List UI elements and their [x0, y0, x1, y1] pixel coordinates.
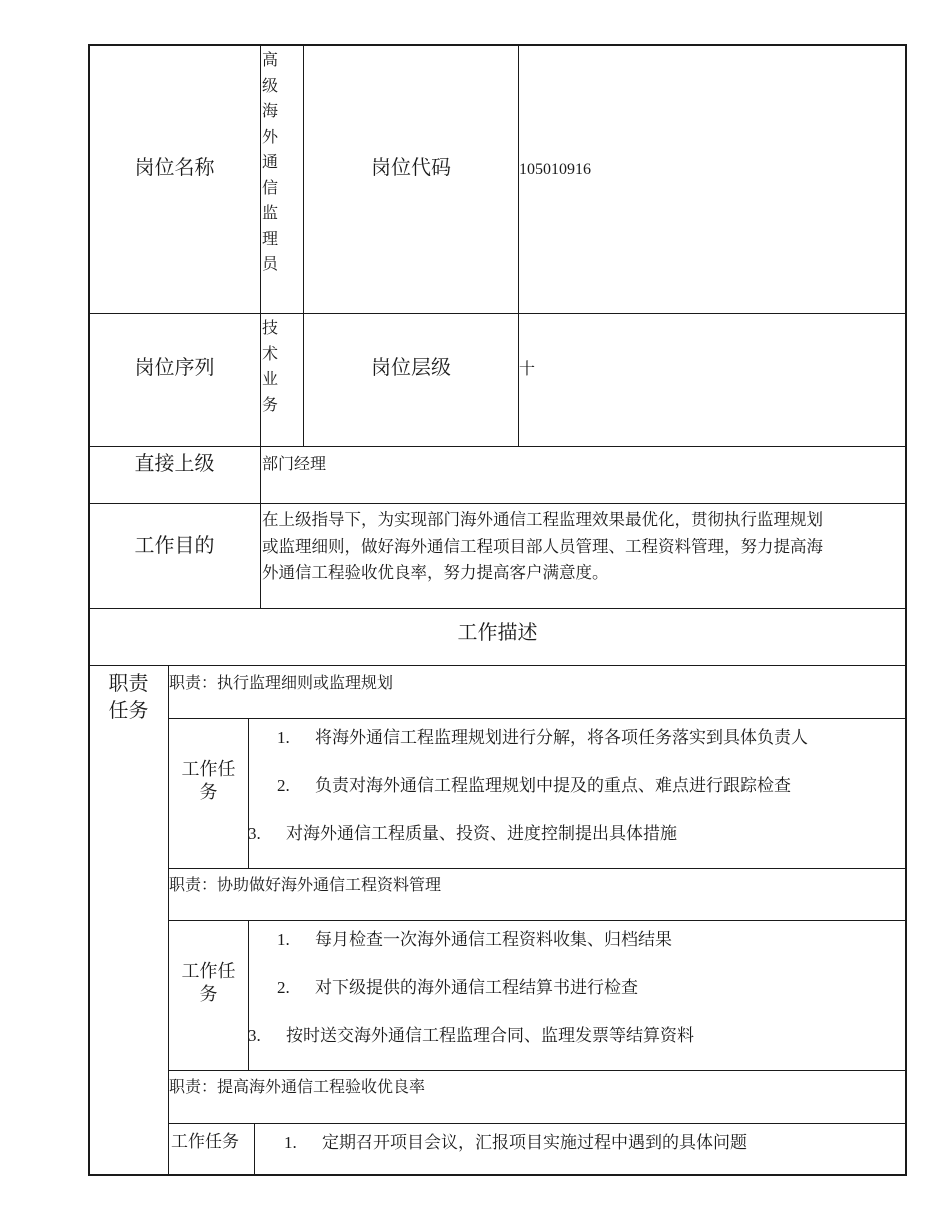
position-series-label: 岗位序列	[134, 357, 215, 379]
task-label-line: 工作任	[181, 759, 236, 779]
row-divider	[88, 665, 907, 666]
purpose-line: 或监理细则，做好海外通信工程项目部人员管理、工程资料管理，努力提高海	[262, 536, 823, 556]
task-label-line: 务	[199, 984, 218, 1005]
supervisor-value: 部门经理	[262, 456, 327, 473]
table-border-right	[905, 44, 907, 1176]
row-divider	[88, 608, 907, 609]
task-label	[169, 960, 248, 1007]
duty-title: 职责：协助做好海外通信工程资料管理	[169, 877, 442, 894]
task-item	[277, 973, 638, 998]
task-text: 将海外通信工程监理规划进行分解，将各项任务落实到具体负责人	[315, 728, 808, 747]
col-divider	[254, 1123, 255, 1175]
task-text: 按时送交海外通信工程监理合同、监理发票等结算资料	[286, 1026, 694, 1045]
row-divider	[168, 920, 907, 921]
purpose-label: 工作目的	[134, 535, 215, 557]
col-divider	[248, 920, 249, 1071]
task-item	[277, 723, 808, 748]
purpose-line: 在上级指导下，为实现部门海外通信工程监理效果最优化，贯彻执行监理规划	[262, 510, 823, 529]
task-text: 负责对海外通信工程监理规划中提及的重点、难点进行跟踪检查	[315, 776, 791, 795]
duty-title: 职责：提高海外通信工程验收优良率	[169, 1079, 426, 1096]
task-number: 1.	[277, 930, 290, 949]
row-divider	[168, 718, 907, 719]
task-text: 对下级提供的海外通信工程结算书进行检查	[315, 978, 638, 997]
purpose-line: 外通信工程验收优良率，努力提高客户满意度。	[262, 563, 609, 582]
col-divider	[248, 718, 249, 869]
task-label-line: 务	[199, 782, 218, 803]
row-divider	[88, 446, 907, 447]
supervisor-label: 直接上级	[134, 453, 215, 475]
row-divider	[168, 1123, 907, 1124]
duty-title: 职责：执行监理细则或监理规划	[169, 675, 394, 692]
table-border-top	[88, 44, 907, 46]
row-divider	[168, 1070, 907, 1071]
position-code-label: 岗位代码	[371, 157, 451, 179]
purpose-text	[262, 507, 904, 587]
task-number: 2.	[277, 776, 290, 795]
task-number: 3.	[248, 824, 261, 843]
task-item	[277, 771, 791, 796]
task-label: 工作任务	[171, 1132, 239, 1151]
col-divider	[303, 44, 304, 447]
task-number: 1.	[277, 728, 290, 747]
position-level-value: 十	[519, 361, 536, 378]
task-item	[284, 1128, 747, 1153]
task-number: 3.	[248, 1026, 261, 1045]
row-divider	[168, 868, 907, 869]
position-code-value: 105010916	[519, 161, 591, 178]
task-item	[248, 1021, 694, 1046]
col-divider	[260, 44, 261, 609]
task-text: 定期召开项目会议，汇报项目实施过程中遇到的具体问题	[322, 1133, 747, 1152]
col-divider	[518, 44, 519, 447]
duties-label	[89, 671, 168, 725]
task-number: 1.	[284, 1133, 297, 1152]
row-divider	[88, 503, 907, 504]
task-item	[277, 925, 672, 950]
table-border-left	[88, 44, 90, 1176]
duties-label-line: 任务	[108, 700, 149, 722]
position-series-value: 技术业务	[262, 320, 279, 414]
task-item	[248, 819, 677, 844]
row-divider	[88, 313, 907, 314]
task-text: 对海外通信工程质量、投资、进度控制提出具体措施	[286, 824, 677, 843]
task-label	[169, 758, 248, 805]
task-label-line: 工作任	[181, 961, 236, 981]
table-border-bottom	[88, 1174, 907, 1176]
position-name-label: 岗位名称	[134, 157, 215, 179]
section-title: 工作描述	[457, 622, 538, 644]
task-number: 2.	[277, 978, 290, 997]
position-level-label: 岗位层级	[371, 357, 451, 379]
duties-label-line: 职责	[108, 673, 149, 695]
position-name-value: 高级海外通信监理员	[262, 52, 279, 273]
task-text: 每月检查一次海外通信工程资料收集、归档结果	[315, 930, 672, 949]
